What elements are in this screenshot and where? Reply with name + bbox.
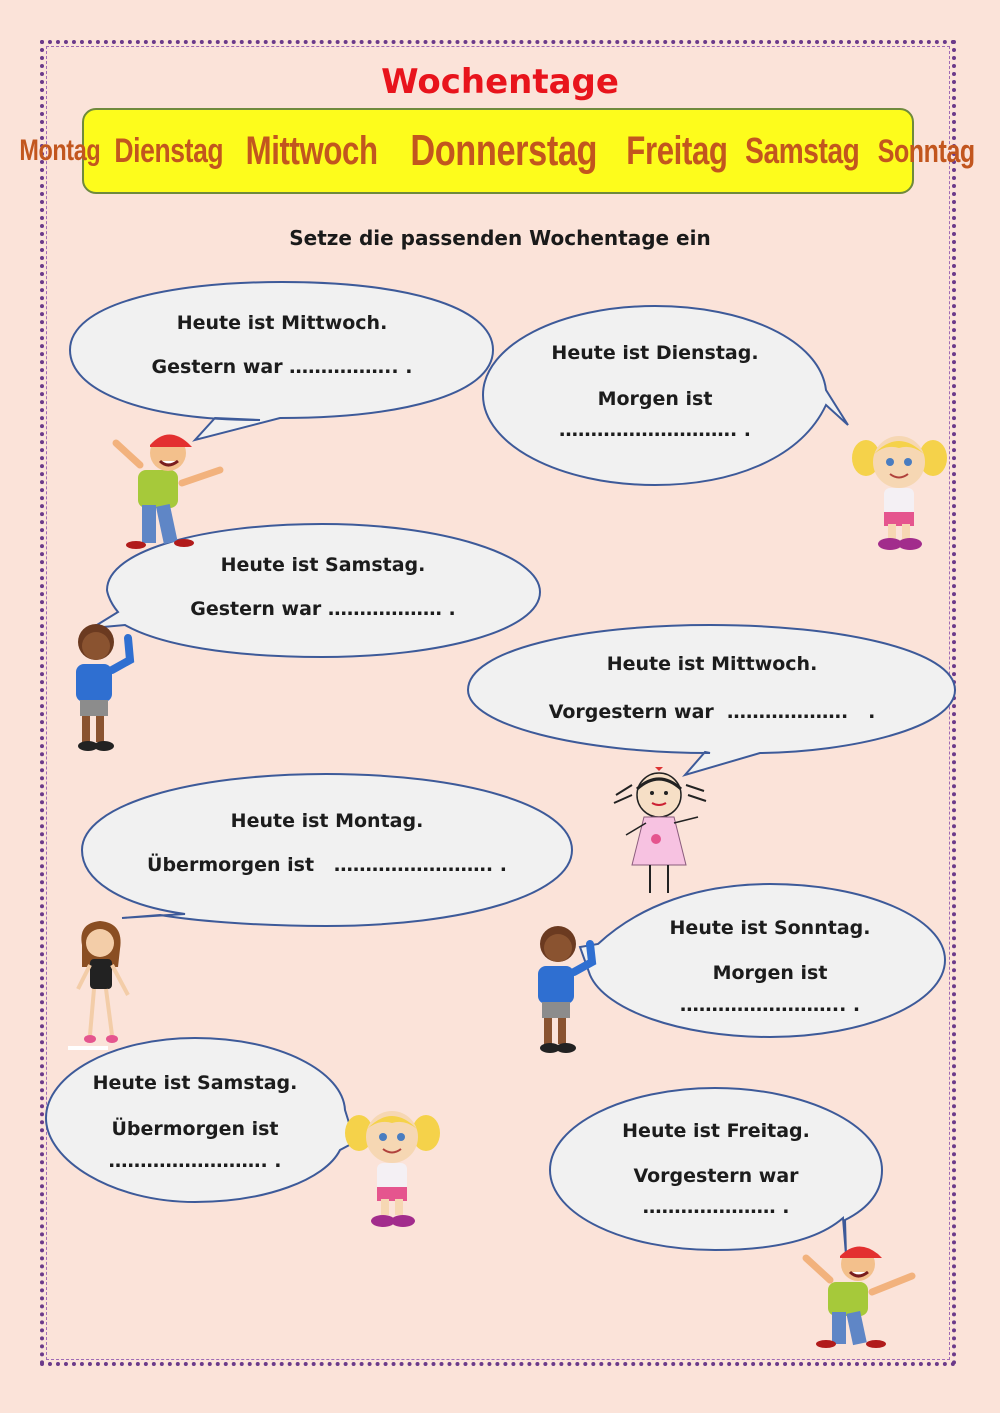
bubble-1-line1: Heute ist Mittwoch. xyxy=(176,312,388,334)
day-monday: Montag xyxy=(18,134,100,167)
bubble-2-line1: Heute ist Dienstag. xyxy=(551,342,759,364)
boy-cap-icon xyxy=(800,1240,918,1350)
bubble-1-line2: Gestern war …………….. . xyxy=(151,356,413,378)
bubble-3-line2: Gestern war ……………… . xyxy=(190,598,456,620)
girl-pigtails-icon xyxy=(852,428,947,553)
bubble-5-line1: Heute ist Montag. xyxy=(230,810,424,832)
bubble-8-line3: ………………… . xyxy=(642,1196,790,1218)
boy-cap-icon xyxy=(110,425,225,550)
boy-blue-icon xyxy=(530,922,605,1057)
day-tuesday: Dienstag xyxy=(114,131,224,170)
day-thursday: Donnerstag xyxy=(410,126,598,175)
bubble-2-line2: Morgen ist xyxy=(597,388,713,410)
bubble-8-line1: Heute ist Freitag. xyxy=(622,1120,810,1142)
bubble-7-line3: ……………………. . xyxy=(108,1150,282,1172)
bubble-6-line1: Heute ist Sonntag. xyxy=(669,917,871,939)
page-title: Wochentage xyxy=(381,62,619,102)
bubble-6-line2: Morgen ist xyxy=(712,962,828,984)
boy-blue-icon xyxy=(66,620,141,755)
bubble-8-line2: Vorgestern war xyxy=(633,1165,799,1187)
girl-dress-icon xyxy=(612,765,707,900)
day-sunday: Sonntag xyxy=(877,132,975,169)
bubble-4-line1: Heute ist Mittwoch. xyxy=(606,653,818,675)
bubble-7-line1: Heute ist Samstag. xyxy=(92,1072,298,1094)
girl-dark-hair-icon xyxy=(68,915,138,1050)
day-friday: Freitag xyxy=(625,128,728,173)
bubble-5-line2: Übermorgen ist ……………………. . xyxy=(147,854,507,876)
bubble-3-line1: Heute ist Samstag. xyxy=(220,554,426,576)
girl-pigtails-icon xyxy=(345,1103,440,1231)
bubble-2-line3: ………………………. . xyxy=(558,419,752,441)
instruction: Setze die passenden Wochentage ein xyxy=(289,226,711,250)
bubble-6-line3: …………………….. . xyxy=(679,994,861,1016)
bubble-7-line2: Übermorgen ist xyxy=(111,1118,279,1140)
speech-bubble-4 xyxy=(468,625,955,775)
bubble-4-line2: Vorgestern war ………………. . xyxy=(548,701,876,723)
day-saturday: Samstag xyxy=(745,130,860,171)
day-wednesday: Mittwoch xyxy=(245,128,378,173)
speech-bubble-5 xyxy=(82,774,572,926)
